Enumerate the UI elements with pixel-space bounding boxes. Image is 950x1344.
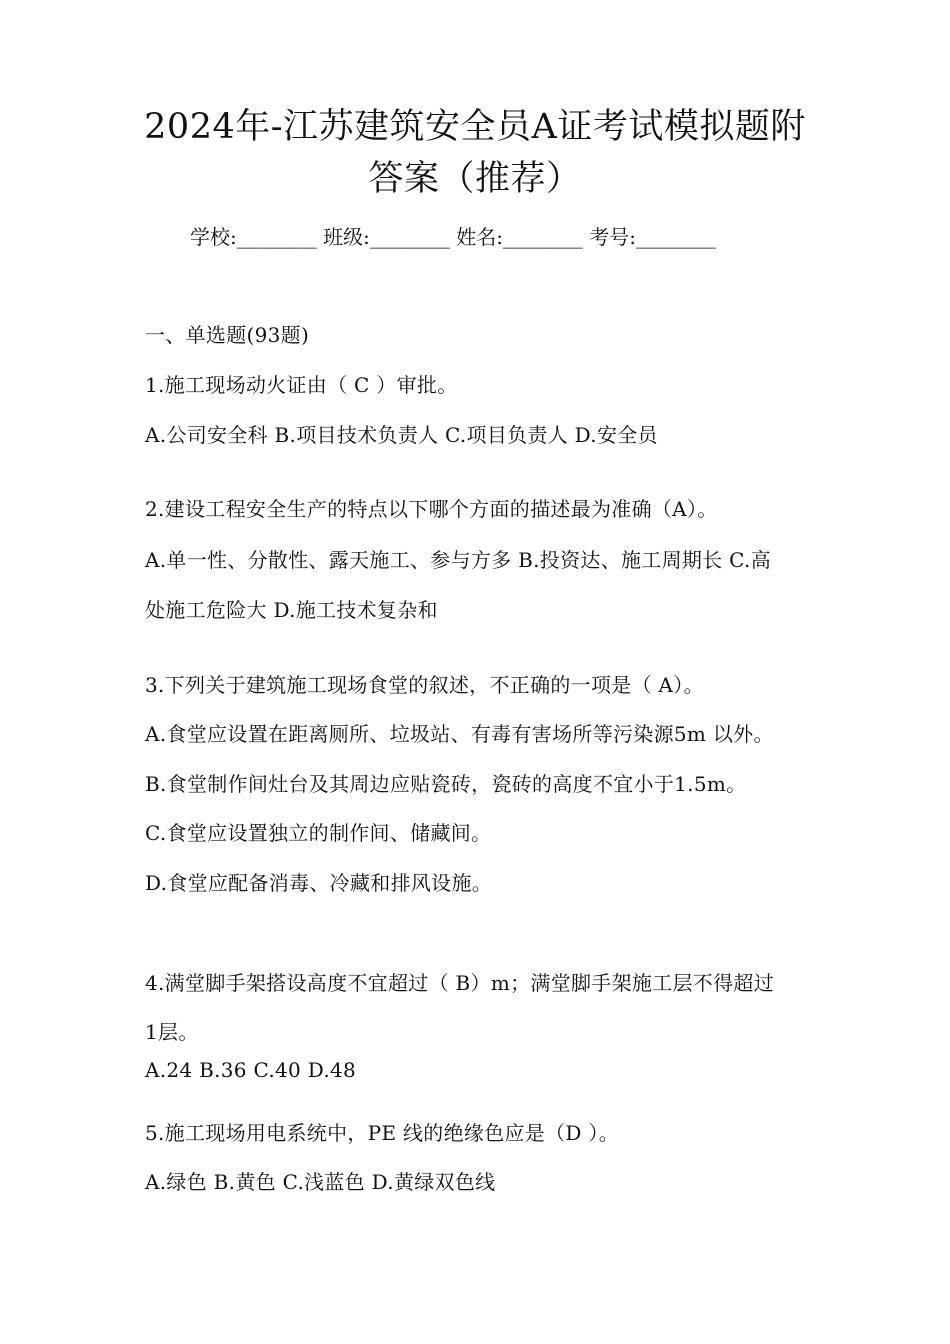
document-title-line-2: 答案（推荐） <box>368 159 582 199</box>
question-3-option-b: B.食堂制作间灶台及其周边应贴瓷砖，瓷砖的高度不宜小于1.5m。 <box>145 772 747 796</box>
question-4-stem: 4.满堂脚手架搭设高度不宜超过（ B）m；满堂脚手架施工层不得超过 <box>145 971 775 995</box>
question-1-stem: 1.施工现场动火证由（ C ）审批。 <box>145 373 458 397</box>
question-5-stem: 5.施工现场用电系统中，PE 线的绝缘色应是（D ）。 <box>145 1121 619 1145</box>
student-info-row: 学校:________ 班级:________ 姓名:________ 考号:________ <box>190 225 717 249</box>
question-3-option-c: C.食堂应设置独立的制作间、储藏间。 <box>145 821 492 845</box>
section-heading: 一、单选题(93题) <box>145 323 310 347</box>
question-4-options: A.24 B.36 C.40 D.48 <box>145 1058 357 1082</box>
document-title-line-1: 2024年-江苏建筑安全员A证考试模拟题附 <box>144 107 806 147</box>
question-2-options-cont: 处施工危险大 D.施工技术复杂和 <box>145 598 438 622</box>
question-5-options: A.绿色 B.黄色 C.浅蓝色 D.黄绿双色线 <box>145 1170 496 1194</box>
question-3-stem: 3.下列关于建筑施工现场食堂的叙述，不正确的一项是（ A）。 <box>145 673 704 697</box>
question-4-stem-cont: 1层。 <box>145 1020 199 1044</box>
question-2-stem: 2.建设工程安全生产的特点以下哪个方面的描述最为准确（A）。 <box>145 497 718 521</box>
question-1-options: A.公司安全科 B.项目技术负责人 C.项目负责人 D.安全员 <box>145 423 658 447</box>
question-2-options: A.单一性、分散性、露天施工、参与方多 B.投资达、施工周期长 C.高 <box>145 548 772 572</box>
question-3-option-a: A.食堂应设置在距离厕所、垃圾站、有毒有害场所等污染源5m 以外。 <box>145 722 774 746</box>
question-3-option-d: D.食堂应配备消毒、冷藏和排风设施。 <box>145 871 493 895</box>
